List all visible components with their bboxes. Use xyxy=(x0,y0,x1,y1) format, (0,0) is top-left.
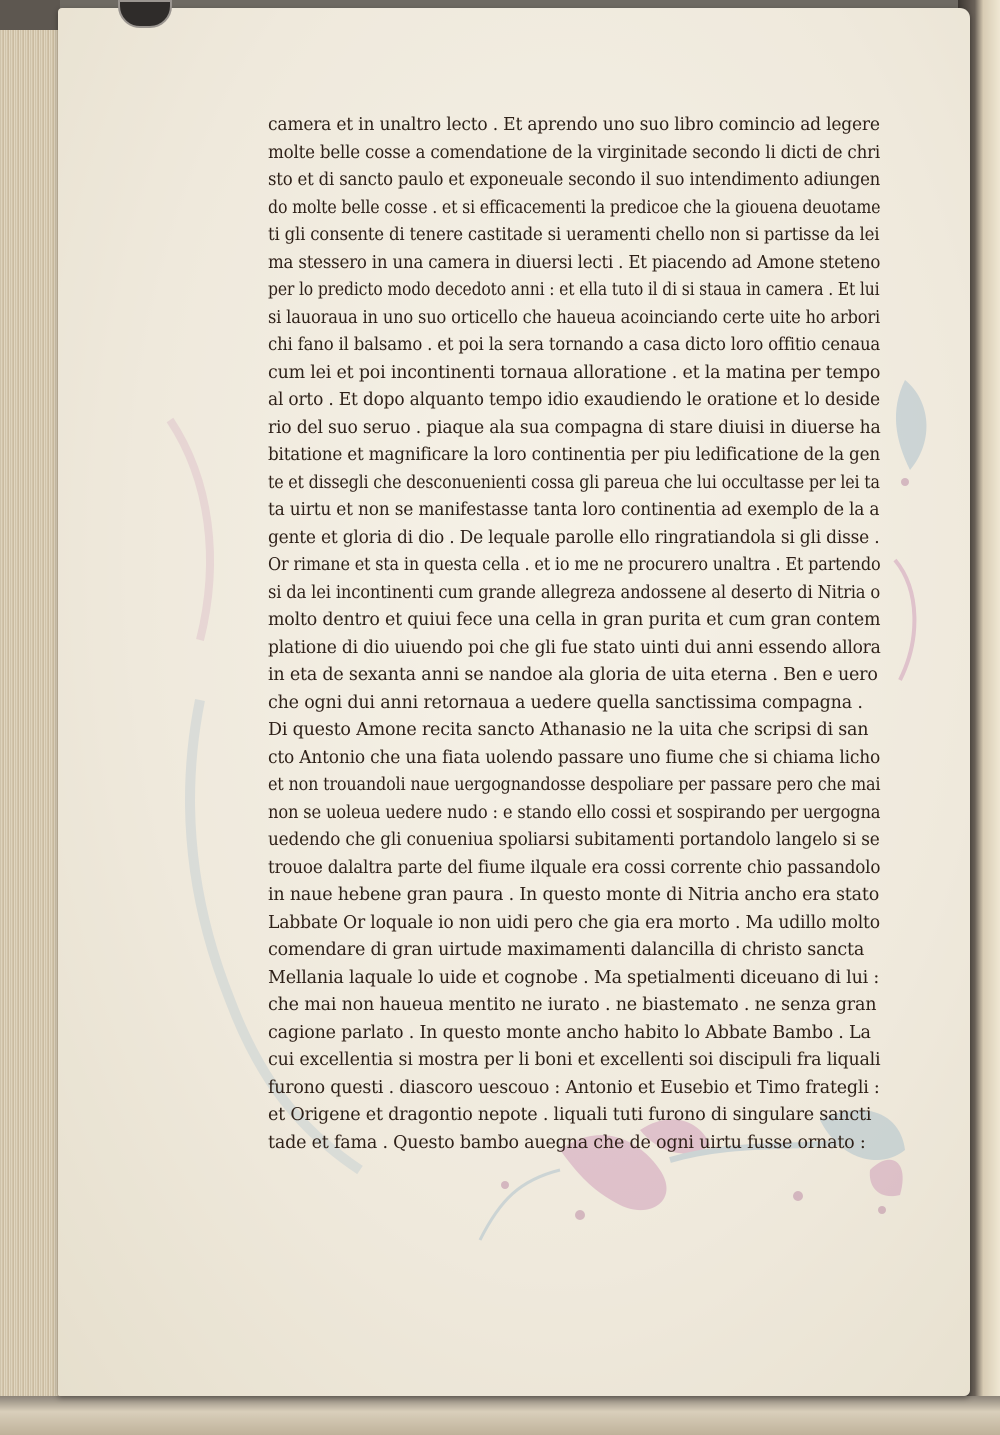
manuscript-line: cagione parlato . In questo monte ancho habito lo Abbate Bambo . La xyxy=(268,1022,871,1043)
manuscript-line: platione di dio uiuendo poi che gli fue stato uinti dui anni essendo allora xyxy=(268,637,881,658)
manuscript-line: ta uirtu et non se manifestasse tanta loro continentia ad exemplo de la a xyxy=(268,500,880,520)
manuscript-line: Di questo Amone recita sancto Athanasio ne la uita che scripsi di san xyxy=(268,720,869,740)
manuscript-line: che ogni dui anni retornaua a uedere quella sanctissima compagna . xyxy=(268,692,863,713)
manuscript-line: cum lei et poi incontinenti tornaua alloratione . et la matina per tempo xyxy=(268,362,881,383)
manuscript-line: tade et fama . Questo bambo auegna che de ogni uirtu fusse ornato : xyxy=(268,1132,866,1153)
manuscript-line: furono questi . diascoro uescouo : Antonio et Eusebio et Timo frategli : xyxy=(268,1077,880,1098)
manuscript-line: cto Antonio che una fiata uolendo passare uno fiume che si chiama licho xyxy=(268,747,881,768)
manuscript-line: che mai non haueua mentito ne iurato . ne biastemato . ne senza gran xyxy=(268,995,877,1015)
manuscript-line: camera et in unaltro lecto . Et aprendo uno suo libro comincio ad legere xyxy=(268,115,880,135)
manuscript-line: molto dentro et quiui fece una cella in gran purita et cum gran contem xyxy=(268,610,881,630)
manuscript-text-block xyxy=(268,112,880,1157)
manuscript-line: cui excellentia si mostra per li boni et excellenti soi discipuli fra liquali xyxy=(268,1050,881,1070)
manuscript-line: si lauoraua in uno suo orticello che haueua acoinciando certe uite ho arbori xyxy=(268,307,880,328)
book-cover-shadow xyxy=(0,0,60,30)
manuscript-line: uedendo che gli conueniua spoliarsi subitamenti portandolo langelo si se xyxy=(268,830,880,850)
manuscript-line: in eta de sexanta anni se nandoe ala gloria de uita eterna . Ben e uero xyxy=(268,665,878,685)
manuscript-line: trouoe dalaltra parte del fiume ilquale era cossi corrente chio passandolo xyxy=(268,857,881,878)
manuscript-line: te et dissegli che desconuenienti cossa gli pareua che lui occultasse per lei ta xyxy=(268,472,880,493)
manuscript-line: per lo predicto modo decedoto anni : et ella tuto il di si staua in camera . Et lui xyxy=(268,280,880,300)
manuscript-line: bitatione et magnificare la loro continentia per piu ledificatione de la gen xyxy=(268,445,880,465)
manuscript-line: sto et di sancto paulo et exponeuale secondo il suo intendimento adiungen xyxy=(268,170,881,190)
manuscript-line: Or rimane et sta in questa cella . et io me ne procurero unaltra . Et partendo xyxy=(268,555,881,575)
manuscript-line: al orto . Et dopo alquanto tempo idio exaudiendo le oratione et lo deside xyxy=(268,390,880,410)
manuscript-line: ma stessero in una camera in diuersi lecti . Et piacendo ad Amone steteno xyxy=(268,252,881,273)
manuscript-line: non se uoleua uedere nudo : e stando ello cossi et sospirando per uergogna xyxy=(268,802,881,823)
manuscript-line: si da lei incontinenti cum grande allegreza andossene al deserto di Nitria o xyxy=(268,582,881,603)
manuscript-line: comendare di gran uirtude maximamenti dalancilla di christo sancta xyxy=(268,940,865,960)
manuscript-line: Labbate Or loquale io non uidi pero che gia era morto . Ma udillo molto xyxy=(268,912,880,933)
manuscript-line: ti gli consente di tenere castitade si ueramenti chello non si partisse da lei xyxy=(268,225,880,245)
manuscript-line: do molte belle cosse . et si efficacementi la predicoe che la giouena deuotame xyxy=(268,197,881,218)
manuscript-line: molte belle cosse a comendatione de la virginitade secondo li dicti de chri xyxy=(268,142,881,163)
book-bottom-edge xyxy=(0,1396,1000,1435)
manuscript-line: rio del suo seruo . piaque ala sua compagna di stare diuisi in diuerse ha xyxy=(268,417,881,438)
manuscript-line: chi fano il balsamo . et poi la sera tornando a casa dicto loro offitio cenaua xyxy=(268,335,881,355)
manuscript-line: et Origene et dragontio nepote . liquali tuti furono di singulare sancti xyxy=(268,1105,872,1125)
manuscript-line: Mellania laquale lo uide et cognobe . Ma spetialmenti diceuano di lui : xyxy=(268,967,880,988)
manuscript-line: et non trouandoli naue uergognandosse despoliare per passare pero che mai xyxy=(268,775,881,795)
book-fore-edge xyxy=(0,0,60,1435)
manuscript-line: in naue hebene gran paura . In questo monte di Nitria ancho era stato xyxy=(268,885,880,905)
manuscript-line: gente et gloria di dio . De lequale parolle ello ringratiandola si gli disse . xyxy=(268,527,880,548)
